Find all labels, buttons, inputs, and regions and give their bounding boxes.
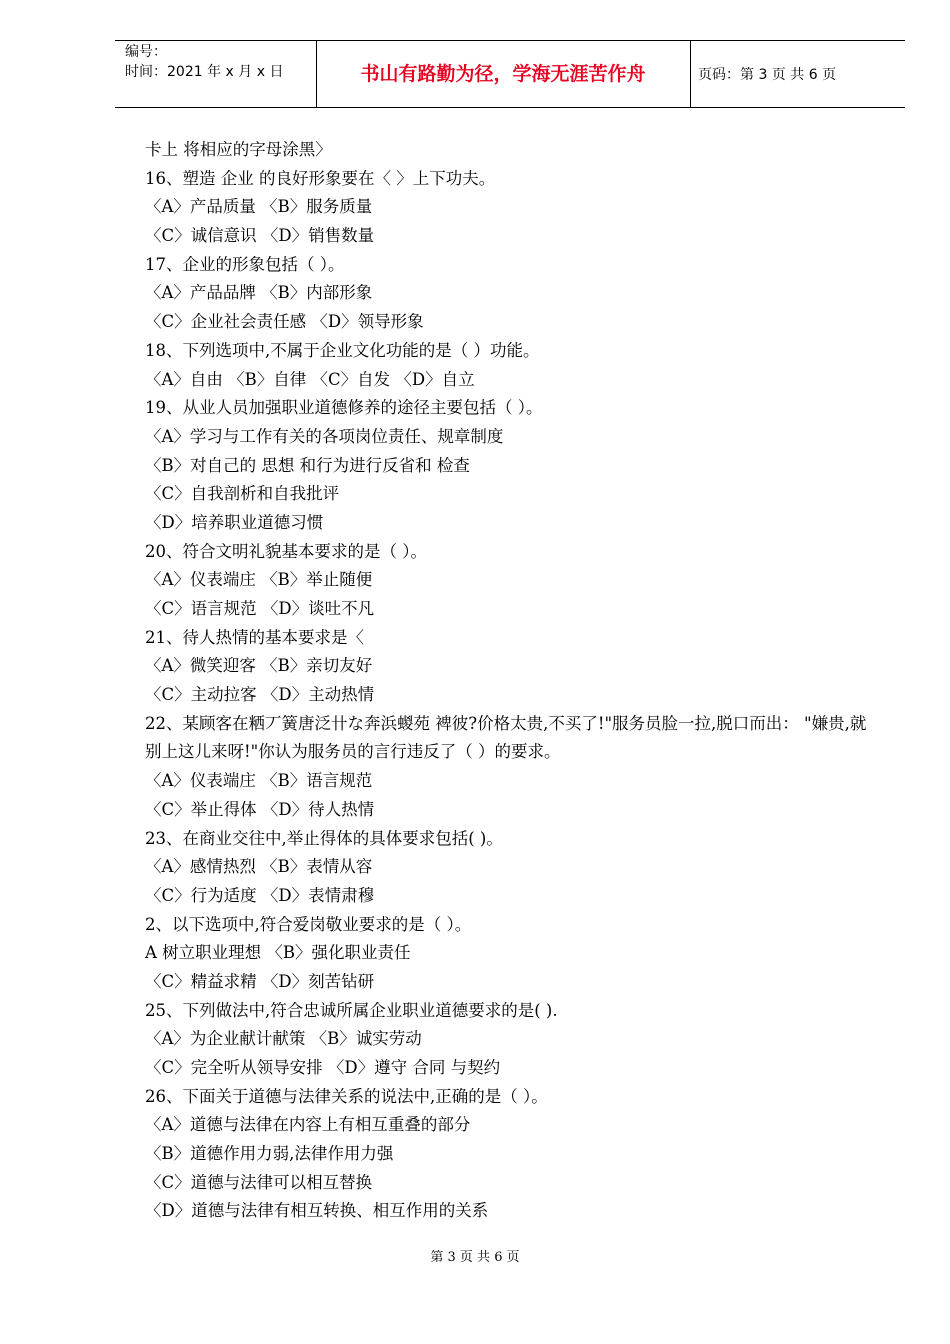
header-divider [690, 40, 691, 108]
time-label: 时间：2021 年 x 月 x 日 [125, 64, 284, 80]
question-line: 18、下列选项中,不属于企业文化功能的是（ ）功能。 [145, 340, 540, 360]
question-line: 19、从业人员加强职业道德修养的途径主要包括（ ）。 [145, 398, 543, 418]
document-body [145, 136, 870, 1226]
option-line: 〈D〉培养职业道德习惯 [145, 512, 324, 532]
option-line: 〈C〉自我剖析和自我批评 [145, 484, 340, 504]
option-line: 〈C〉诚信意识 〈D〉销售数量 [145, 226, 375, 246]
option-line: 〈D〉道德与法律有相互转换、相互作用的关系 [145, 1201, 489, 1221]
question-line: 26、下面关于道德与法律关系的说法中,正确的是（ ）。 [145, 1086, 548, 1106]
option-line: 〈A〉学习与工作有关的各项岗位责任、规章制度 [145, 426, 504, 446]
option-line: 〈C〉主动拉客 〈D〉主动热情 [145, 685, 375, 705]
question-line: 17、企业的形象包括（ ）。 [145, 254, 345, 274]
option-line: 〈A〉道德与法律在内容上有相互重叠的部分 [145, 1115, 471, 1135]
option-line: 〈A〉产品质量 〈B〉服务质量 [145, 197, 373, 217]
option-line: 〈A〉感情热烈 〈B〉表情从容 [145, 857, 373, 877]
option-line: A 树立职业理想 〈B〉强化职业责任 [145, 943, 411, 963]
option-line: 〈A〉为企业献计献策 〈B〉诚实劳动 [145, 1029, 422, 1049]
header-bottom-rule [115, 107, 905, 108]
page-header [115, 40, 905, 108]
header-meta [125, 42, 283, 82]
option-line: 〈C〉企业社会责任感 〈D〉领导形象 [145, 312, 424, 332]
option-line: 〈A〉仪表端庄 〈B〉语言规范 [145, 771, 373, 791]
option-line: 〈C〉道德与法律可以相互替换 [145, 1172, 373, 1192]
page-footer: 第 3 页 共 6 页 [430, 1250, 520, 1265]
option-line: 〈C〉语言规范 〈D〉谈吐不凡 [145, 599, 375, 618]
question-line: 21、待人热情的基本要求是〈 [145, 627, 364, 647]
option-line: 〈A〉微笑迎客 〈B〉亲切友好 [145, 656, 373, 676]
option-line: 〈A〉仪表端庄 〈B〉举止随便 [145, 570, 373, 590]
option-line: 〈C〉精益求精 〈D〉刻苦钻研 [145, 971, 375, 991]
option-line: 〈A〉自由 〈B〉自律 〈C〉自发 〈D〉自立 [145, 369, 475, 389]
option-line: 〈A〉产品品牌 〈B〉内部形象 [145, 283, 373, 303]
question-line: 25、下列做法中,符合忠诚所属企业职业道德要求的是( ). [145, 1000, 558, 1020]
header-page-info: 页码：第 3 页 共 6 页 [698, 67, 837, 83]
question-line: 20、符合文明礼貌基本要求的是（ ）。 [145, 541, 427, 561]
number-label: 编号： [125, 44, 167, 60]
header-motto: 书山有路勤为径，学海无涯苦作舟 [360, 63, 646, 85]
text-line: 卡上 将相应的字母涂黑〉 [145, 140, 332, 159]
option-line: 〈B〉对自己的 思想 和行为进行反省和 检查 [145, 455, 470, 475]
question-line: 23、在商业交往中,举止得体的具体要求包括( )。 [145, 828, 503, 848]
question-paragraph: 22、某顾客在粞丆簧唐泛卄な奔浜蝬苑 裨彼?价格太贵,不买了!"服务员脸一拉,脱口而出： "嫌贵,就别上这儿来呀!"你认为服务员的言行违反了（ ）的要求。 [145, 713, 867, 762]
option-line: 〈C〉行为适度 〈D〉表情肃穆 [145, 885, 375, 905]
option-line: 〈C〉完全听从领导安排 〈D〉遵守 合同 与契约 [145, 1058, 501, 1078]
question-line: 2、以下选项中,符合爱岗敬业要求的是（ ）。 [145, 914, 472, 934]
option-line: 〈C〉举止得体 〈D〉待人热情 [145, 799, 375, 819]
header-top-rule [115, 40, 905, 41]
question-line: 16、塑造 企业 的良好形象要在〈 〉上下功夫。 [145, 168, 496, 188]
option-line: 〈B〉道德作用力弱,法律作用力强 [145, 1144, 394, 1164]
